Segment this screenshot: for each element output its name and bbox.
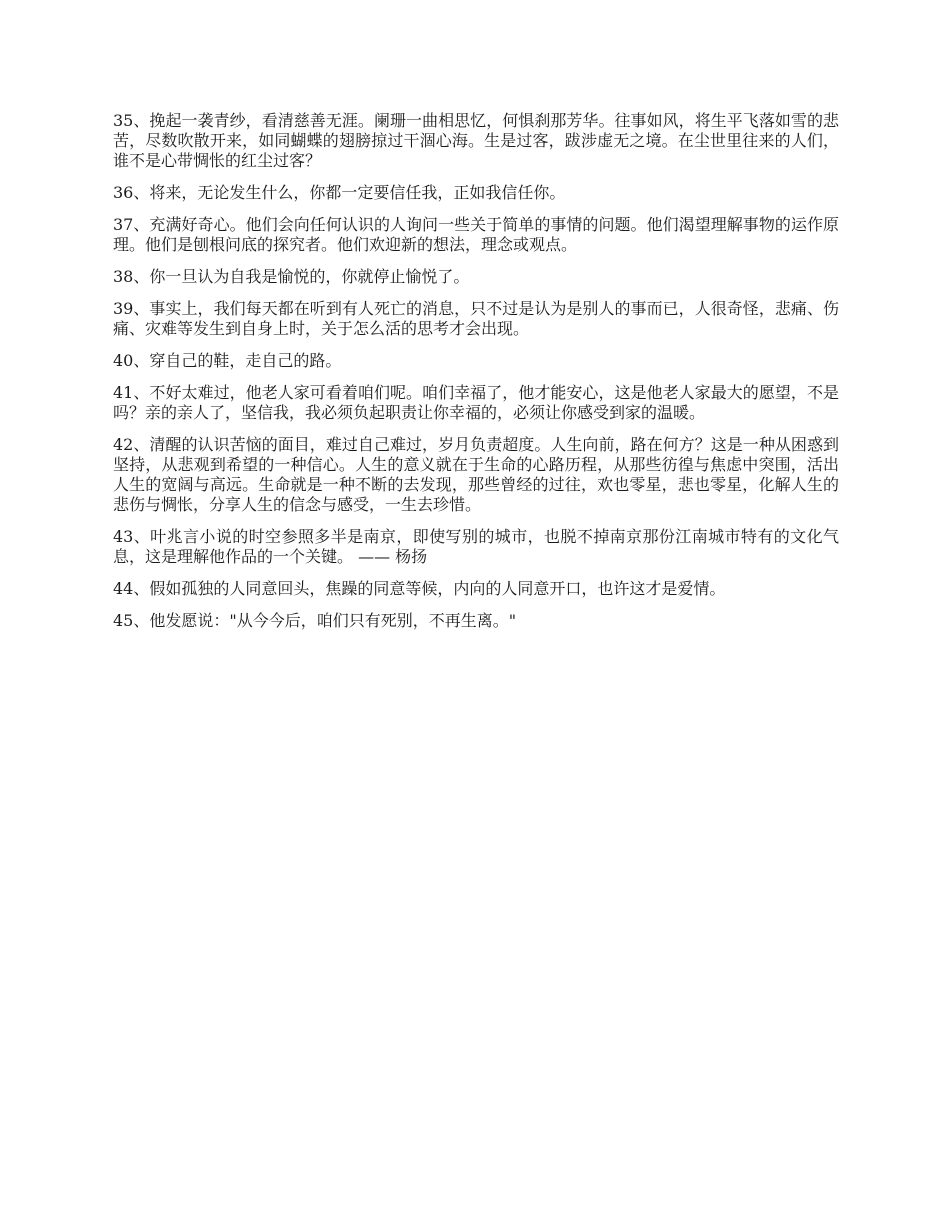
paragraph-41: 41、不好太难过，他老人家可看着咱们呢。咱们幸福了，他才能安心，这是他老人家最大的愿望，不是吗？亲的亲人了，坚信我，我必须负起职责让你幸福的，必须让你感受到家的温暖。: [113, 383, 839, 422]
paragraph-42: 42、清醒的认识苦恼的面目，难过自己难过，岁月负责超度。人生向前，路在何方？这是一种从困惑到坚持，从悲观到希望的一种信心。人生的意义就在于生命的心路历程，从那些彷徨与焦虑中突围，活出人生的宽阔与高远。生命就是一种不断的去发现，那些曾经的过往，欢也零星，悲也零星，化解人生的悲伤与惆怅，分享人生的信念与感受，一生去珍惜。: [113, 435, 839, 514]
paragraph-37: 37、充满好奇心。他们会向任何认识的人询问一些关于简单的事情的问题。他们渴望理解事物的运作原理。他们是刨根问底的探究者。他们欢迎新的想法，理念或观点。: [113, 215, 839, 254]
paragraph-45: 45、他发愿说："从今今后，咱们只有死别，不再生离。": [113, 611, 517, 630]
paragraph-44: 44、假如孤独的人同意回头，焦躁的同意等候，内向的人同意开口，也许这才是爱情。: [113, 579, 726, 598]
paragraph-43: 43、叶兆言小说的时空参照多半是南京，即使写别的城市，也脱不掉南京那份江南城市特有的文化气息，这是理解他作品的一个关键。 —— 杨扬: [113, 527, 839, 566]
paragraph-40: 40、穿自己的鞋，走自己的路。: [113, 351, 342, 370]
paragraph-38: 38、你一旦认为自我是愉悦的，你就停止愉悦了。: [113, 267, 470, 286]
document-body: [113, 111, 839, 643]
paragraph-35: 35、挽起一袭青纱，看清慈善无涯。阑珊一曲相思忆，何惧刹那芳华。往事如风，将生平飞落如雪的悲苦，尽数吹散开来，如同蝴蝶的翅膀掠过干涸心海。生是过客，跋涉虚无之境。在尘世里往来的人们，谁不是心带惆怅的红尘过客？: [113, 111, 839, 170]
paragraph-36: 36、将来，无论发生什么，你都一定要信任我，正如我信任你。: [113, 183, 566, 202]
paragraph-39: 39、事实上，我们每天都在听到有人死亡的消息，只不过是认为是别人的事而已，人很奇怪，悲痛、伤痛、灾难等发生到自身上时，关于怎么活的思考才会出现。: [113, 299, 839, 338]
